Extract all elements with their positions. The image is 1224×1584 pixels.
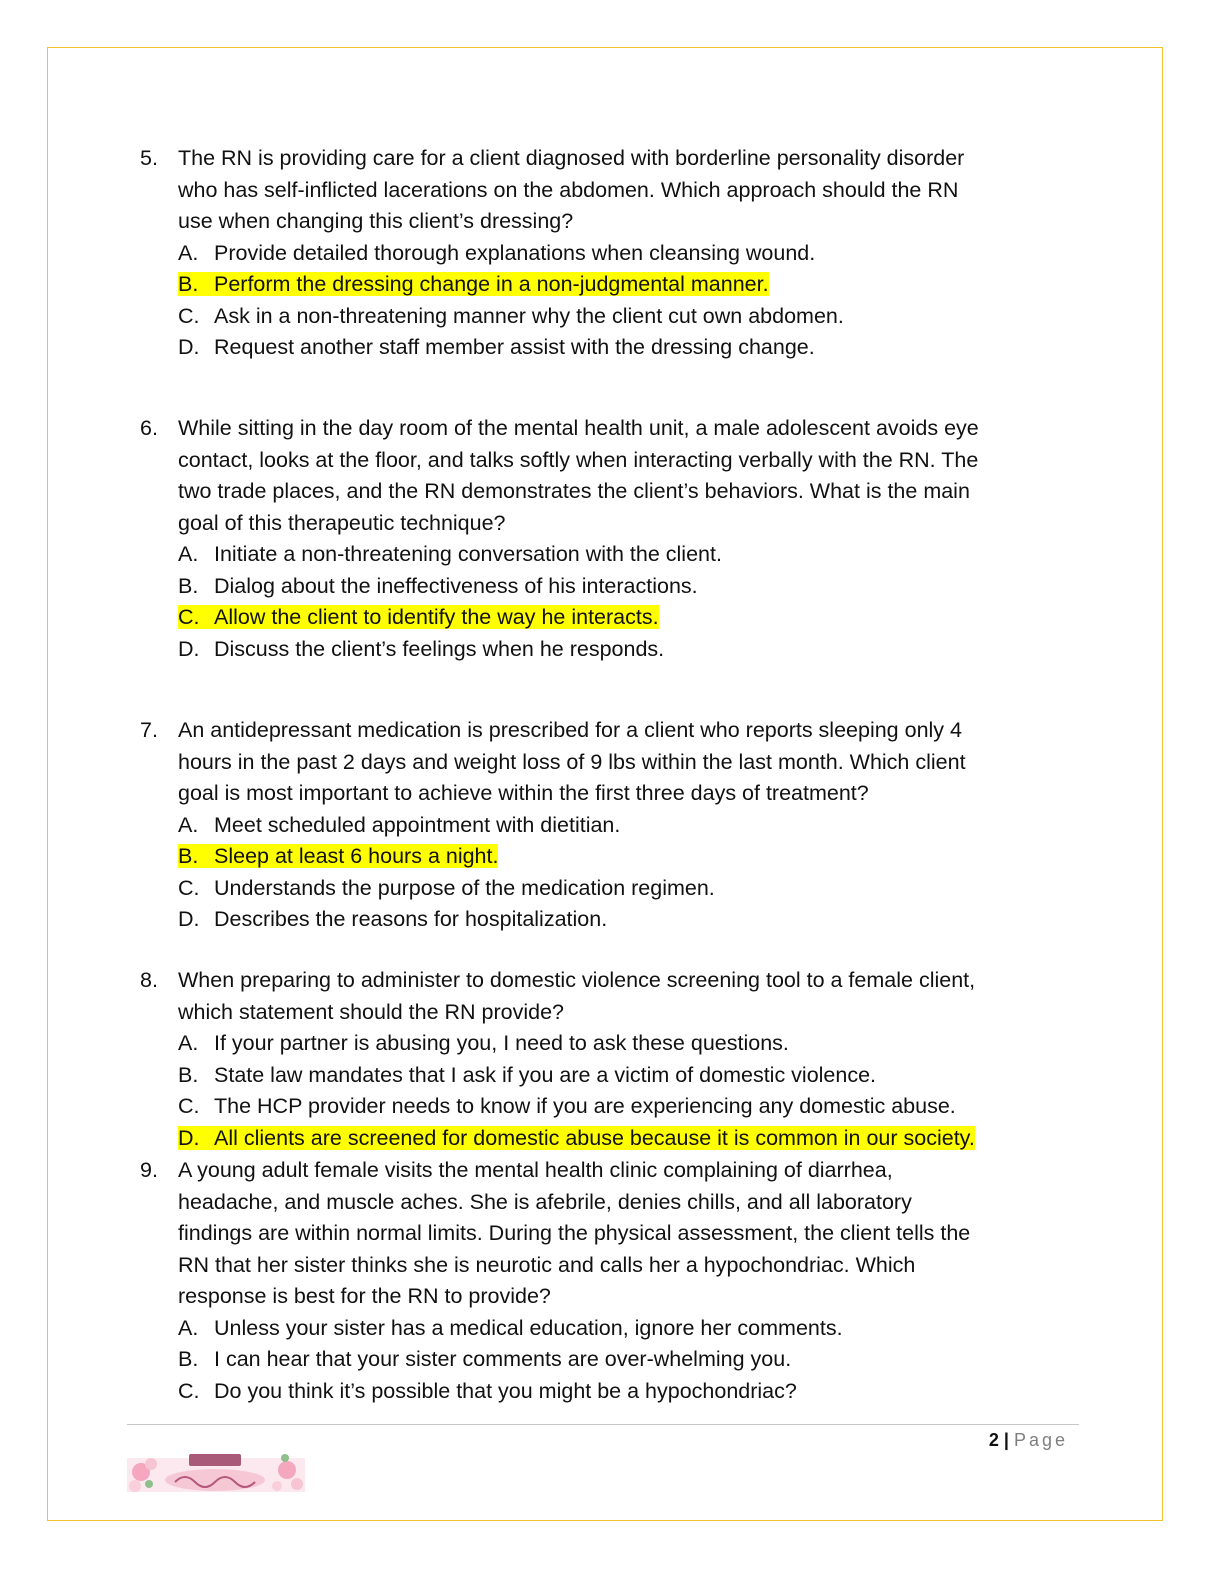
answer-text-wrap [178,813,620,837]
answer-option-a [178,810,620,842]
answer-option-a [178,539,722,571]
option-letter: B. [178,844,199,868]
option-letter: A. [178,240,199,265]
answer-text-wrap [178,1347,791,1371]
answer-option-d [178,634,664,666]
page-number-value: 2 [988,1430,999,1450]
answer-option-c [178,602,659,634]
question-stem-line: which statement should the RN provide? [178,999,565,1024]
answer-option-b [178,841,498,873]
answer-option-d [178,1123,975,1155]
answer-option-d [178,332,815,364]
answer-option-c [178,873,715,905]
option-letter: C. [178,1378,200,1403]
answer-text-wrap [178,241,815,265]
option-letter: A. [178,542,199,566]
question-stem-line: goal of this therapeutic technique? [178,510,506,535]
option-text: Sleep at least 6 hours a night. [214,844,499,868]
option-letter: C. [178,1094,200,1118]
question-stem-line: RN that her sister thinks she is neurotic and calls her a hypochondriac. Which [178,1252,916,1277]
option-letter: B. [178,1062,199,1087]
question-number: 5. [140,146,158,170]
option-letter: C. [178,605,200,629]
option-letter: A. [178,1031,199,1055]
option-text: Understands the purpose of the medication regimen. [214,875,715,900]
answer-text-wrap [178,1031,789,1055]
correct-answer-highlight [178,272,769,296]
answer-option-a [178,1313,843,1345]
answer-text-wrap [178,1094,956,1118]
option-letter: A. [178,812,199,837]
answer-option-b [178,571,698,603]
question-stem-line: hours in the past 2 days and weight loss of 9 lbs within the last month. Which client [178,749,966,774]
option-text: If your partner is abusing you, I need to ask these questions. [214,1031,789,1055]
option-text: Describes the reasons for hospitalization. [214,907,608,931]
option-text: Do you think it’s possible that you might be a hypochondriac? [214,1378,797,1403]
answer-text-wrap [178,1379,797,1403]
option-text: Discuss the client’s feelings when he responds. [214,636,665,661]
footer-divider [127,1424,1079,1425]
question-stem-line: who has self-inflicted lacerations on the abdomen. Which approach should the RN [178,177,959,202]
question-stem-line: response is best for the RN to provide? [178,1284,551,1308]
answer-text-wrap [178,907,607,931]
page-label: Page [1013,1430,1068,1450]
option-text: The HCP provider needs to know if you are experiencing any domestic abuse. [214,1094,956,1118]
answer-option-b [178,269,769,301]
option-text: Perform the dressing change in a non-judgmental manner. [214,272,769,296]
question-stem-line: use when changing this client’s dressing? [178,209,574,233]
question-number: 8. [140,968,158,992]
question-stem-line: two trade places, and the RN demonstrates the client’s behaviors. What is the main [178,479,970,503]
option-letter: B. [178,573,199,598]
option-text: Provide detailed thorough explanations when cleansing wound. [214,240,816,265]
answer-text-wrap [178,637,664,661]
answer-text-wrap [178,335,815,359]
option-text: Dialog about the ineffectiveness of his interactions. [214,573,698,598]
correct-answer-highlight [178,844,498,868]
correct-answer-highlight [178,605,659,629]
question-stem-line: findings are within normal limits. During the physical assessment, the client tells the [178,1221,971,1245]
option-letter: D. [178,907,200,931]
option-text: Request another staff member assist with the dressing change. [214,335,815,359]
page-number [989,1430,1068,1451]
answer-option-d [178,904,607,936]
answer-option-c [178,1376,797,1408]
question-number: 6. [140,416,158,440]
answer-option-c [178,301,844,333]
option-text: Meet scheduled appointment with dietitian. [214,812,621,837]
option-letter: C. [178,875,200,900]
question-stem-line: goal is most important to achieve within the first three days of treatment? [178,781,869,805]
answer-option-a [178,238,815,270]
question-stem-line: While sitting in the day room of the mental health unit, a male adolescent avoids eye [178,416,979,440]
question-stem-line: An antidepressant medication is prescribed for a client who reports sleeping only 4 [178,718,962,742]
question-stem-line: contact, looks at the floor, and talks softly when interacting verbally with the RN. The [178,447,979,472]
page-number-separator: | [1003,1430,1009,1450]
option-text: Initiate a non-threatening conversation with the client. [214,542,722,566]
answer-option-c [178,1091,956,1123]
answer-text-wrap [178,1316,843,1340]
answer-option-b [178,1344,791,1376]
question-stem-line: The RN is providing care for a client diagnosed with borderline personality disorder [178,146,965,170]
option-text: State law mandates that I ask if you are a victim of domestic violence. [214,1062,877,1087]
question-stem-line: When preparing to administer to domestic violence screening tool to a female client, [178,968,976,992]
answer-text-wrap [178,876,715,900]
option-text: Allow the client to identify the way he interacts. [214,605,659,629]
option-letter: D. [178,636,200,661]
option-text: Unless your sister has a medical education, ignore her comments. [214,1315,843,1340]
option-text: All clients are screened for domestic abuse because it is common in our society. [214,1125,975,1150]
question-stem-line: headache, and muscle aches. She is afebrile, denies chills, and all laboratory [178,1189,912,1214]
option-letter: B. [178,272,199,296]
answer-text-wrap [178,304,844,328]
question-number: 7. [140,718,158,742]
answer-text-wrap [178,542,722,566]
answer-option-a [178,1028,789,1060]
option-letter: D. [178,1125,200,1150]
option-letter: D. [178,335,200,359]
answer-option-b [178,1060,876,1092]
answer-text-wrap [178,574,698,598]
question-number: 9. [140,1158,158,1182]
option-text: Ask in a non-threatening manner why the client cut own abdomen. [214,303,844,328]
option-letter: A. [178,1315,199,1340]
option-letter: B. [178,1347,199,1371]
question-stem-line: A young adult female visits the mental health clinic complaining of diarrhea, [178,1158,893,1182]
answer-text-wrap [178,1063,876,1087]
option-letter: C. [178,303,200,328]
pass-your-nursing-exams-logo-icon [127,1450,305,1500]
correct-answer-highlight [178,1126,975,1150]
option-text: I can hear that your sister comments are over-whelming you. [214,1347,792,1371]
